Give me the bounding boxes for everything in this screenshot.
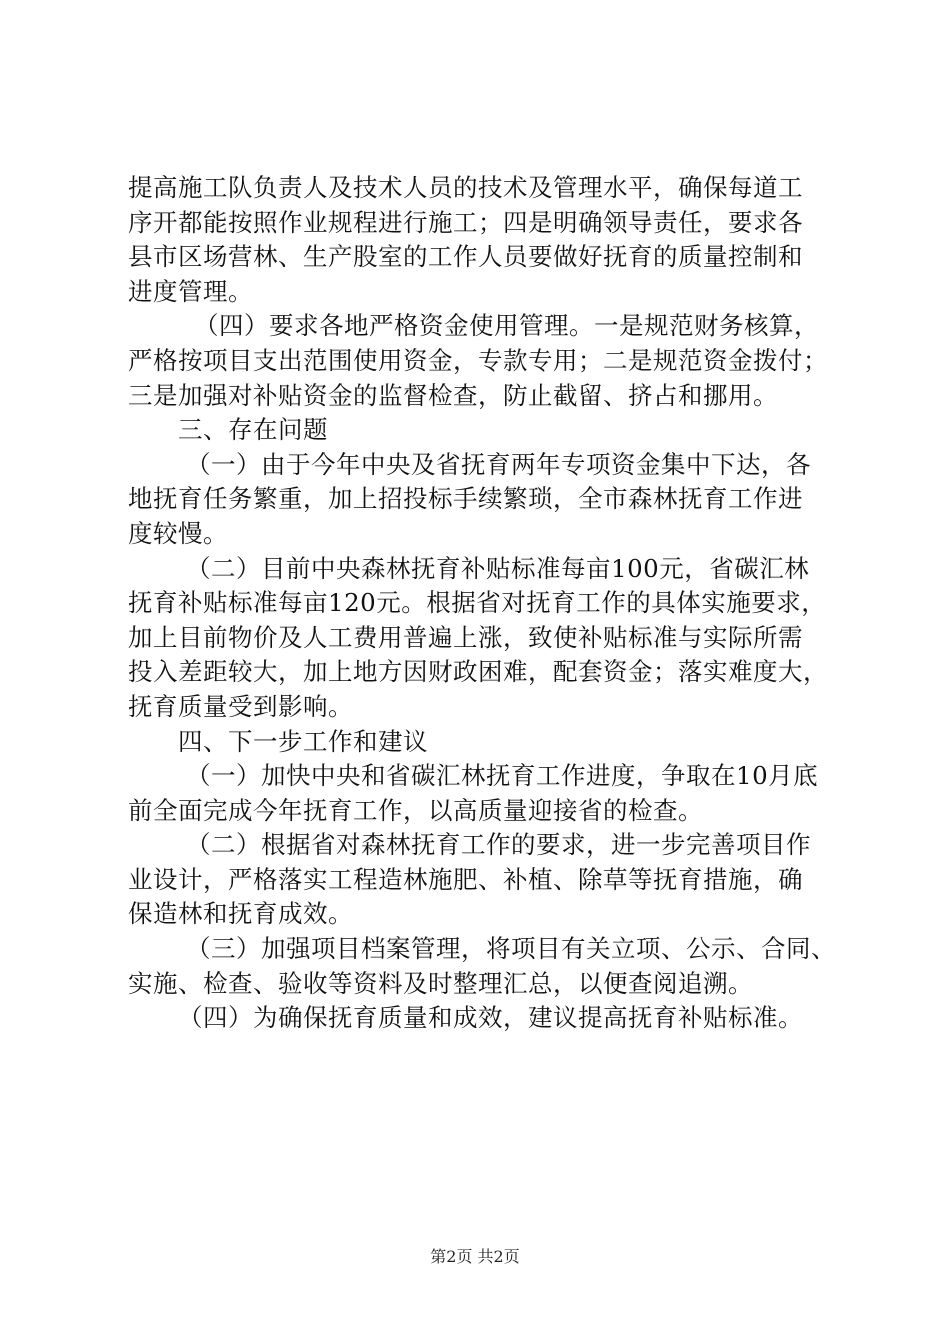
paragraph-line: 县市区场营林、生产股室的工作人员要做好抚育的质量控制和 bbox=[128, 242, 803, 272]
paragraph-line: 提高施工队负责人及技术人员的技术及管理水平，确保每道工 bbox=[128, 173, 803, 202]
paragraph-line: 地抚育任务繁重，加上招投标手续繁琐，全市森林抚育工作进 bbox=[128, 484, 803, 514]
paragraph-line: （二）目前中央森林抚育补贴标准每亩100元，省碳汇林 bbox=[186, 553, 810, 583]
document-body bbox=[128, 171, 836, 1036]
paragraph-line: 业设计，严格落实工程造林施肥、补植、除草等抚育措施，确 bbox=[128, 864, 803, 894]
paragraph-line: 投入差距较大，加上地方因财政困难，配套资金；落实难度大， bbox=[128, 657, 828, 687]
paragraph-line: 序开都能按照作业规程进行施工；四是明确领导责任，要求各 bbox=[128, 207, 803, 237]
paragraph-line: 加上目前物价及人工费用普遍上涨，致使补贴标准与实际所需 bbox=[128, 622, 803, 652]
paragraph-line: （三）加强项目档案管理，将项目有关立项、公示、合同、 bbox=[186, 934, 836, 964]
paragraph-line: （二）根据省对森林抚育工作的要求，进一步完善项目作 bbox=[186, 830, 811, 860]
section-heading: 四、下一步工作和建议 bbox=[178, 726, 428, 756]
paragraph-line: 前全面完成今年抚育工作，以高质量迎接省的检查。 bbox=[128, 795, 703, 825]
paragraph-line: （一）由于今年中央及省抚育两年专项资金集中下达，各 bbox=[186, 449, 811, 479]
paragraph-line: 进度管理。 bbox=[128, 276, 253, 306]
section-heading: 三、存在问题 bbox=[178, 415, 328, 445]
paragraph-line: （一）加快中央和省碳汇林抚育工作进度，争取在10月底 bbox=[186, 761, 819, 791]
paragraph-line: 实施、检查、验收等资料及时整理汇总，以便查阅追溯。 bbox=[128, 968, 753, 998]
paragraph-line: 保造林和抚育成效。 bbox=[128, 899, 353, 929]
paragraph-line: 严格按项目支出范围使用资金，专款专用；二是规范资金拨付； bbox=[128, 345, 828, 375]
paragraph-line: 抚育质量受到影响。 bbox=[128, 691, 353, 721]
paragraph-line: 度较慢。 bbox=[128, 518, 228, 548]
paragraph-line: （四）要求各地严格资金使用管理。一是规范财务核算， bbox=[194, 311, 819, 341]
paragraph-line: 抚育补贴标准每亩120元。根据省对抚育工作的具体实施要求， bbox=[128, 588, 827, 618]
page-footer: 第2页 共2页 bbox=[430, 1247, 520, 1266]
paragraph-line: （四）为确保抚育质量和成效，建议提高抚育补贴标准。 bbox=[178, 1003, 803, 1033]
paragraph-line: 三是加强对补贴资金的监督检查，防止截留、挤占和挪用。 bbox=[128, 380, 778, 410]
